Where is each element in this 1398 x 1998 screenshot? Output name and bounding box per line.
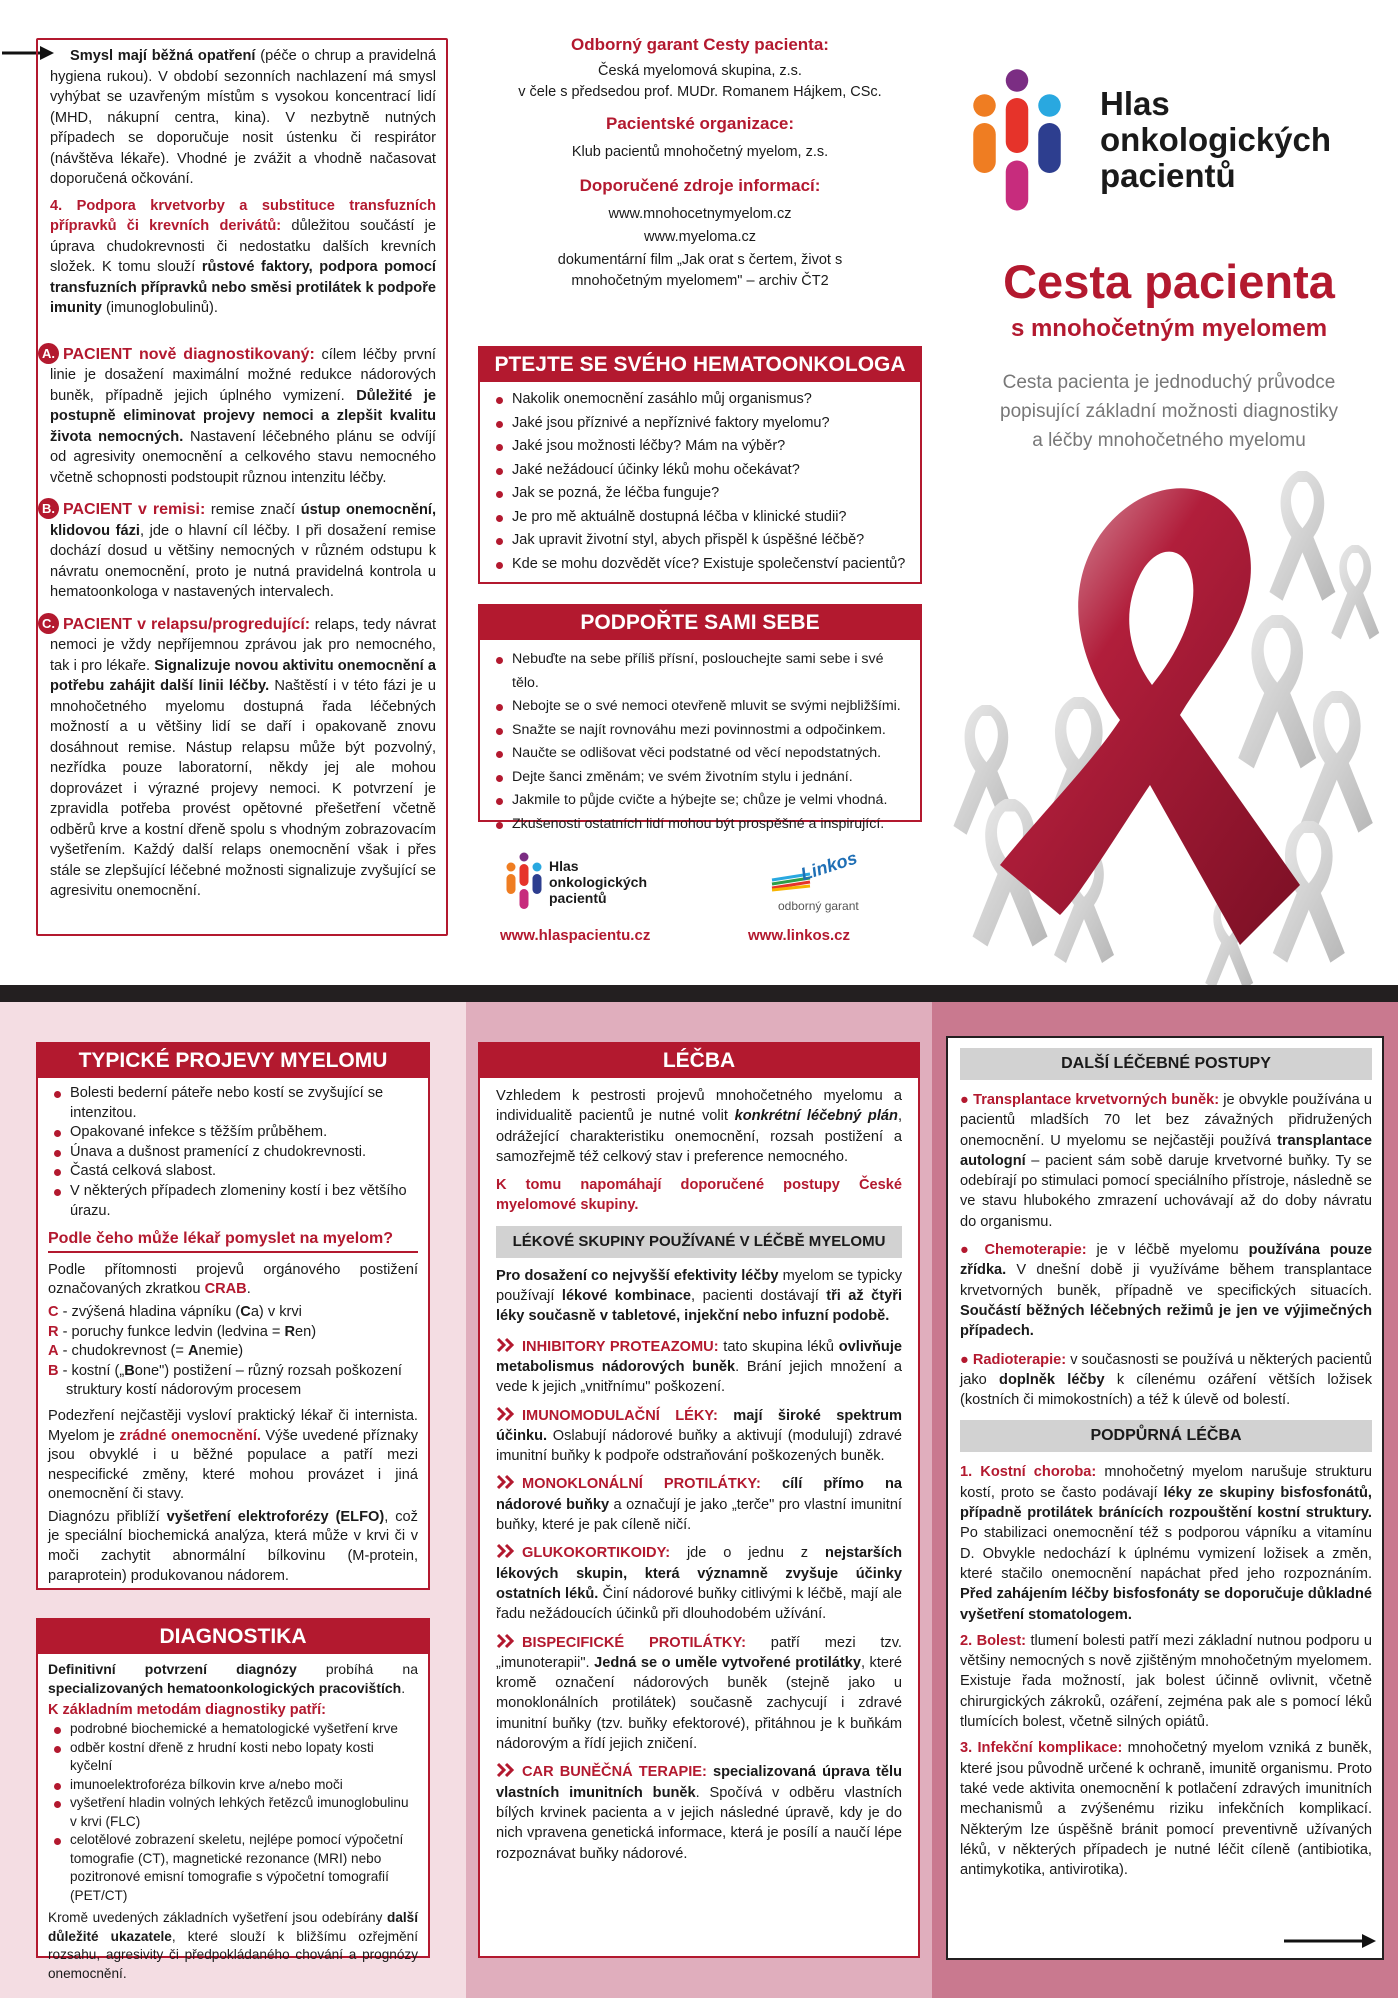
group-monoclonal: MONOKLONÁLNÍ PROTILÁTKY: cílí přímo na nádorové buňky a označují je jako „terče" pro vlastní imunitní buňky, které je pak cíleně ničí. — [496, 1476, 902, 1534]
ask-doctor-item: Jaké jsou příznivé a nepříznivé faktory myelomu? — [490, 412, 910, 436]
chevron-icon — [496, 1406, 518, 1422]
support-self-list — [480, 640, 920, 836]
symptom-item: Únava a dušnost pramenící z chudokrevnosti. — [48, 1143, 418, 1163]
hlas-logo-mark-icon — [505, 852, 543, 912]
chevron-icon — [496, 1543, 518, 1559]
group-proteasome: INHIBITORY PROTEAZOMU: tato skupina léků ovlivňuje metabolismus nádorových buněk. Brání jejich množení a vede k jejich „vnitřnímu" poškození. — [496, 1338, 902, 1396]
diagnostics-box — [36, 1618, 430, 1981]
crab-question: Podle čeho může lékař pomyslet na myelom? — [48, 1229, 418, 1253]
cover-description — [940, 368, 1398, 455]
diagnostics-methods-heading: K základním metodám diagnostiky patří: — [48, 1702, 326, 1718]
transplant-paragraph: ● Transplantace krvetvorných buněk: je obvykle používána u pacientů mladších 70 let bez závažných přidružených onemocnění. U myelomu se nejčastěji používá transplantace autologní – pacient sám sobě daruje krvetvorné buňky. Ty se odebírají po stimulaci pomocí speciálního přístroje, následně se ve stavu hlubokého zmrazení uchovávají až do doby návratu do organismu. — [960, 1092, 1373, 1230]
linkos-name: Linkos — [798, 847, 860, 885]
ask-doctor-item: Jaké jsou možnosti léčby? Mám na výběr? — [490, 435, 910, 459]
support-self-box — [478, 604, 922, 832]
group-car-t: CAR BUNĚČNÁ TERAPIE: specializovaná úprava tělu vlastních imunitních buněk. Spočívá v odběru vlastních bílých krvinek pacienta a v jejich následné úpravě, kdy je do nich vpravena genetická informace, která je posílí a naučí lépe rozpoznávat buňky nádorové. — [496, 1764, 902, 1862]
ask-doctor-item: Jaké nežádoucí účinky léků mohu očekávat? — [490, 459, 910, 483]
other-treatments — [960, 1048, 1372, 1883]
drug-groups-title: LÉKOVÉ SKUPINY POUŽÍVANÉ V LÉČBĚ MYELOMU — [496, 1226, 902, 1258]
patient-org-name: Klub pacientů mnohočetný myelom, z.s. — [571, 144, 829, 160]
support-self-title: PODPOŘTE SAMI SEBE — [480, 606, 920, 640]
support-self-item: Naučte se odlišovat věci podstatné od věcí nepodstatných. — [490, 742, 910, 766]
cover-panel — [940, 0, 1398, 985]
guarantor-heading: Odborný garant Cesty pacienta: — [571, 35, 829, 54]
ask-doctor-item: Kde se mohu dozvědět více? Existuje společenství pacientů? — [490, 553, 910, 577]
guarantor-name: Česká myelomová skupina, z.s. — [598, 63, 802, 79]
radio-paragraph: ● Radioterapie: v současnosti se používá u některých pacientů jako doplněk léčby k cílenému ozáření větších ložisek (kostních či mimokostních) a též k úlevě od bolestí. — [960, 1351, 1372, 1409]
diagnostics-closing: Kromě uvedených základních vyšetření jsou odebírány další důležité ukazatele, které slouží k bližšímu ozřejmění rozsahu, agresivity či předpokládaného chování a prognózy onemocnění. — [48, 1910, 418, 1981]
diagnostic-method-item: vyšetření hladin volných lehkých řetězců imunoglobulinu v krvi (FLC) — [48, 1794, 418, 1831]
symptom-item: Opakované infekce s těžším průběhem. — [48, 1123, 418, 1143]
crab-b: B - kostní („Bone") postižení – různý rozsah poškození struktury kostí nádorovým procesem — [48, 1362, 402, 1399]
cover-desc-line1: Cesta pacienta je jednoduchý průvodce — [1002, 372, 1336, 393]
patient-c-paragraph: C. PACIENT v relapsu/progredující: relaps, tedy návrat nemoci je vždy nepříjemnou zprávou jak pro nemocného, tak i pro lékaře. Signalizuje novou aktivitu onemocnění a potřebu zahájit další linii léčby. Naštěstí i v této fázi je u mnohočetného myelomu dostupná řada léčebných možností a u většiny lidí se daří i opakovaně znovu dosáhnout remise. Nástup relapsu může být pozvolný, nezřídka pouze laboratorní, někdy jej ale mohou doprovázet i výrazné projevy nemoci. K potvrzení je zpravidla potřeba provést opětovné přešetření včetně odběrů krve a kostní dřeně spolu s vhodným zobrazovacím vyšetřením. Každý další relaps onemocnění však i přes stále se zlepšující léčebné možnosti signalizuje zvyšující se agresivitu onemocnění. — [50, 613, 436, 902]
symptom-item: V některých případech zlomeniny kostí i bez většího úrazu. — [48, 1182, 418, 1221]
guarantor-chair: v čele s předsedou prof. MUDr. Romanem Hájkem, CSc. — [518, 84, 882, 100]
diagnostic-method-item: odběr kostní dřeně z hrudní kosti nebo lopaty kosti kyčelní — [48, 1739, 418, 1776]
arrow-right-icon — [1282, 1932, 1378, 1950]
top-middle-column — [480, 34, 920, 292]
symptoms-box — [36, 1042, 430, 1590]
treatment-guidelines: K tomu napomáhají doporučené postupy České myelomové skupiny. — [496, 1177, 902, 1214]
url-linkos[interactable]: www.linkos.cz — [748, 927, 850, 944]
source-link-1[interactable]: www.mnohocetnymyelom.cz — [608, 206, 792, 222]
badge-a: A. — [38, 343, 59, 364]
support-self-item: Dejte šanci změnám; ve svém životním stylu i jednání. — [490, 766, 910, 790]
diagnostics-intro: Definitivní potvrzení diagnózy probíhá na specializovaných hematoonkologických pracovištích. — [48, 1661, 418, 1696]
badge-b: B. — [38, 498, 59, 519]
diagnostic-method-item: imunoelektroforéza bílkovin krve a/nebo moči — [48, 1776, 418, 1795]
crab-r: R - poruchy funkce ledvin (ledvina = Ren) — [48, 1323, 317, 1340]
badge-c: C. — [38, 613, 59, 634]
ask-doctor-box — [478, 346, 922, 584]
diagnostics-title: DIAGNOSTIKA — [38, 1620, 428, 1654]
treatment-title: LÉČBA — [480, 1044, 918, 1078]
brand-line1: Hlas — [1100, 85, 1170, 122]
crab-a: A - chudokrevnost (= Anemie) — [48, 1343, 244, 1360]
hlas-small-line1: Hlas — [549, 858, 579, 874]
pain-paragraph: 2. Bolest: tlumení bolesti patří mezi základní nutnou podporu u většiny nemocných s nově zjištěným mnohočetným myelomem. Existuje řada možností, jak bolest účinně ovlivnit, včetně chirurgických zákroků, ozáření, zejména pak ale s pomocí léků tlumících bolest, včetně silných opiátů. — [960, 1632, 1372, 1731]
group-immunomodulatory: IMUNOMODULAČNÍ LÉKY: mají široké spektrum účinku. Oslabují nádorové buňky a aktivují (modulují) zdravé imunitní buňky k podpoře odstraňování poškozených buněk. — [496, 1407, 902, 1465]
group-glucocorticoids: GLUKOKORTIKOIDY: jde o jednu z nejstarších lékových skupin, která významně zvyšuje účinky ostatních léků. Činí nádorové buňky citlivými k léčbě, mají ale řadu nežádoucích účinků při dlouhodobém užívání. — [496, 1545, 902, 1623]
url-hlas[interactable]: www.hlaspacientu.cz — [500, 927, 651, 944]
patient-orgs-heading: Pacientské organizace: — [605, 114, 795, 133]
gray-ribbon-icon — [1269, 471, 1335, 601]
chevron-icon — [496, 1633, 518, 1649]
cover-title: Cesta pacienta — [1003, 255, 1335, 308]
ask-doctor-item: Jak upravit životní styl, abych přispěl k úspěšné léčbě? — [490, 529, 910, 553]
supportive-title: PODPŮRNÁ LÉČBA — [960, 1420, 1372, 1452]
bone-paragraph: 1. Kostní choroba: mnohočetný myelom narušuje strukturu kostí, proto se často podávají léky ze skupiny bisfosfonátů, případně protilátek bránících rozpouštění kostní struktury. Po stabilizaci onemocnění též s podporou vápníku a vitamínu D. Obvykle nedochází k úplnému vymizení ložisek a změn, které stačilo onemocnění napáchat před jeho rozpoznáním. Před zahájením léčby bisfosfonáty se doporučuje důkladné vyšetření stomatologem. — [960, 1464, 1372, 1623]
ask-doctor-item: Jak se pozná, že léčba funguje? — [490, 482, 910, 506]
diagnostic-method-item: podrobné biochemické a hematologické vyšetření krve — [48, 1720, 418, 1739]
elfo-paragraph: Diagnózu přiblíží vyšetření elektroforézy (ELFO), což je speciální biochemická analýza, která může v krvi či v moči zachytit abnormální bílkovinu (M-protein, paraprotein) produkovanou nádorem. — [48, 1508, 418, 1584]
ask-doctor-list — [480, 382, 920, 576]
drug-groups-intro: Pro dosažení co nejvyšší efektivity léčby myelom se typicky používají lékové kombinace, pacienti dostávají tři až čtyři léky současně v tabletové, injekční nebo infuzní podobě. — [496, 1267, 903, 1325]
chevron-icon — [496, 1762, 518, 1778]
other-treatments-title: DALŠÍ LÉČEBNÉ POSTUPY — [960, 1048, 1372, 1080]
gray-ribbon-icon — [1331, 545, 1379, 639]
ask-doctor-item: Je pro mě aktuálně dostupná léčba v klinické studii? — [490, 506, 910, 530]
ask-doctor-title: PTEJTE SE SVÉHO HEMATOONKOLOGA — [480, 348, 920, 382]
support-self-item: Snažte se najít rovnováhu mezi povinnostmi a odpočinkem. — [490, 719, 910, 743]
patient-b-paragraph: B. PACIENT v remisi: remise značí ústup onemocnění, klidovou fázi, jde o hlavní cíl léčby. I při dosažení remise dochází dosud u většiny nemocných v různém odstupu k návratu onemocnění, proto je nutná pravidelná kontrola u hematoonkologa v nastavených intervalech. — [50, 498, 436, 603]
group-bispecific: BISPECIFICKÉ PROTILÁTKY: patří mezi tzv. „imunoterapii". Jedná se o uměle vytvořené protilátky, které kromě označení nádorových buněk (stejně jako u monoklonálních protilátek) současně zachycují i zdravé imunitní buňky (tzv. buňky efektorové), přitáhnou je k buňkám nádorovým a řídí jejich zničení. — [496, 1634, 902, 1753]
symptom-item: Častá celková slabost. — [48, 1162, 418, 1182]
support-self-item: Nebojte se o své nemoci otevřeně mluvit se svými nejbližšími. — [490, 695, 910, 719]
patient-a-paragraph: A. PACIENT nově diagnostikovaný: cílem léčby první linie je dosažení maximální možné redukce nádorových buněk, případně jejich úplného vymizení. Důležité je postupně eliminovat projevy nemoci a zlepšit kvalitu života nemocných. Nastavení léčebného plánu se odvíjí od agresivity onemocnění a celkového stavu nemocného včetně schopnosti podstoupit různou intenzitu léčby. — [50, 343, 436, 489]
source-film: dokumentární film „Jak orat s čertem, život s mnohočetným myelomem" – archiv ČT2 — [557, 252, 843, 289]
brand-line2: onkologických — [1100, 121, 1332, 158]
cover-desc-line2: popisující základní možnosti diagnostiky — [1000, 401, 1338, 422]
cover-desc-line3: a léčby mnohočetného myelomu — [1032, 430, 1306, 451]
blood-support-paragraph: 4. Podpora krvetvorby a substituce transfuzních přípravků či krevních derivátů: důležitou součástí je úprava chudokrevnosti či nedostatku dalších krevních složek. K tomu slouží růstové faktory, podpora pomocí transfuzních přípravků nebo směsi protilátek k podpoře imunity (imunoglobulinů). — [50, 197, 437, 316]
chevron-icon — [496, 1337, 518, 1353]
symptoms-list — [48, 1084, 418, 1221]
chevron-icon — [496, 1474, 518, 1490]
suspicion-paragraph: Podezření nejčastěji vysloví praktický lékař či internista. Myelom je zrádné onemocnění. Výše uvedené příznaky jsou obvyklé i u běžné populace a patří mezi nespecifické změny, které mohou provázet i jiná onemocnění či stavy. — [48, 1407, 418, 1503]
linkos-logo — [770, 847, 890, 916]
gray-ribbon-icon — [1301, 691, 1373, 833]
source-link-2[interactable]: www.myeloma.cz — [644, 229, 756, 245]
chemo-paragraph: ● Chemoterapie: je v léčbě myelomu používána pouze zřídka. V dnešní době ji využíváme během transplantace krvetvorných buněk, případně ve specifických situacích. Součástí běžných léčebných režimů je jen ve výjimečných případech. — [960, 1242, 1372, 1340]
fold-divider — [0, 985, 1398, 1002]
support-self-item: Jakmile to půjde cvičte a hýbejte se; chůze je velmi vhodná. — [490, 789, 910, 813]
hlas-logo-small — [505, 852, 685, 916]
ask-doctor-item: Nakolik onemocnění zasáhlo můj organismus? — [490, 388, 910, 412]
hygiene-paragraph: Smysl mají běžná opatření (péče o chrup a pravidelná hygiena rukou). V období sezonních nachlazení má smysl vyhýbat se uzavřeným místům s vysokou koncentrací lidí (MHD, nákupní centra, kina). V nezbytně nutných případech se doporučuje nosit ústenku či respirátor (návštěva lékaře). Vhodné je zvážit a vhodně načasovat doporučená očkování. — [50, 48, 436, 187]
treatment-intro: Vzhledem k pestrosti projevů mnohočetného myelomu a individualitě pacientů je nutné volit konkrétní léčebný plán, odrážející charakteristiku onemocnění, rozsah postižení a samozřejmě též celkový stav i preference nemocného. — [496, 1088, 902, 1165]
linkos-sub: odborný garant — [778, 899, 859, 913]
hlas-small-line2: onkologických — [549, 874, 648, 890]
sources-heading: Doporučené zdroje informací: — [579, 176, 821, 195]
support-self-item: Zkušenosti ostatních lidí mohou být prospěšné a inspirující. — [490, 813, 910, 837]
treatment-box — [478, 1042, 920, 1958]
gray-ribbon-icon — [1238, 615, 1316, 768]
crab-intro: Podle přítomnosti projevů orgánového postižení označovaných zkratkou CRAB. — [48, 1261, 418, 1298]
hlas-logo-large-icon — [962, 68, 1072, 218]
infection-paragraph: 3. Infekční komplikace: mnohočetný myelom vzniká z buněk, které jsou původně určené k ochraně, imunitě organismu. Proto také vede aktivita onemocnění k potlačení zdravých imunitních mechanismů a zvýšenému riziku infekčních komplikací. Některým lze úspěšně bránit pomocí preventivně užívaných léků, v některých případech je nutné léčit cíleně (antibiotika, antimykotika, antivirotika). — [960, 1740, 1372, 1879]
top-left-column — [36, 38, 448, 936]
cover-subtitle: s mnohočetným myelomem — [1010, 315, 1328, 342]
hlas-small-line3: pacientů — [549, 890, 607, 906]
support-self-item: Nebuďte na sebe příliš přísní, poslouchejte sami sebe i své tělo. — [490, 648, 910, 695]
diagnostic-method-item: celotělové zobrazení skeletu, nejlépe pomocí výpočetní tomografie (CT), magnetické rezonance (MRI) nebo pozitronové emisní tomografie s výpočetní tomografií (PET/CT) — [48, 1831, 418, 1905]
diagnostics-list — [48, 1720, 418, 1905]
crab-c: C - zvýšená hladina vápníku (Ca) v krvi — [48, 1303, 302, 1320]
symptom-item: Bolesti bederní páteře nebo kostí se zvyšující se intenzitou. — [48, 1084, 418, 1123]
ribbons-illustration — [940, 465, 1398, 985]
brand-line3: pacientů — [1100, 157, 1236, 194]
symptoms-title: TYPICKÉ PROJEVY MYELOMU — [38, 1044, 428, 1078]
